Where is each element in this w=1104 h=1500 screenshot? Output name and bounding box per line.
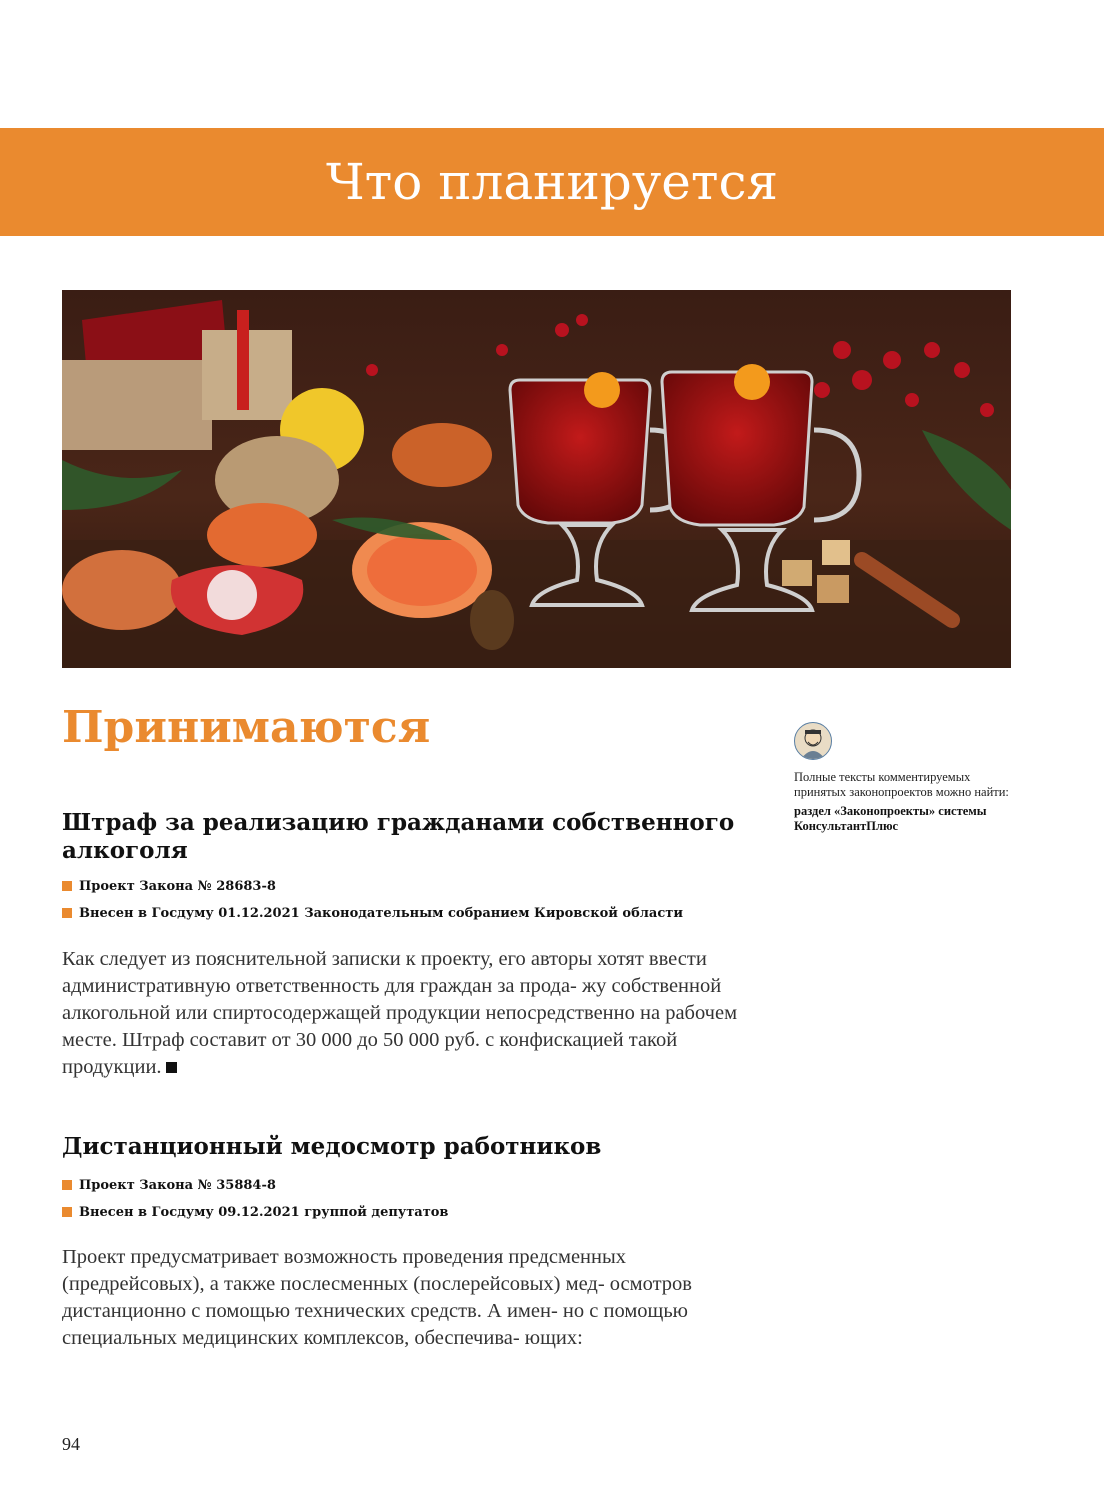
sidebar-source-link: раздел «Законопроекты» системы КонсультантПлюс xyxy=(794,804,987,833)
orange-square-bullet-icon xyxy=(62,908,72,918)
mulled-wine-photo-icon xyxy=(62,290,1011,668)
orange-square-bullet-icon xyxy=(62,1180,72,1190)
article-heading: Дистанционный медосмотр работников xyxy=(62,1133,602,1160)
hero-image xyxy=(62,290,1011,668)
page-title: Что планируется xyxy=(325,153,779,211)
banner-scalloped-edge-bottom xyxy=(0,230,1104,242)
section-title: Принимаются xyxy=(62,702,431,753)
article-meta-item: Проект Закона № 28683-8 xyxy=(62,879,276,894)
sidebar-note-text: Полные тексты комментируемых принятых законопроектов можно найти: xyxy=(794,770,1009,799)
header-banner xyxy=(0,128,1104,236)
orange-square-bullet-icon xyxy=(62,1207,72,1217)
article-meta-item: Внесен в Госдуму 01.12.2021 Законодательным собранием Кировской области xyxy=(62,906,683,921)
consultant-avatar-icon xyxy=(794,722,832,760)
article-meta-item: Проект Закона № 35884-8 xyxy=(62,1178,276,1193)
article-body: Проект предусматривает возможность проведения предсменных (предрейсовых), а также послесменных (послерейсовых) мед- осмотров дистанционно с помощью технических средств. А имен- но с помощью специальных медицинских комплексов, обеспечива- ющих: xyxy=(62,1246,692,1349)
orange-square-bullet-icon xyxy=(62,881,72,891)
sidebar-note xyxy=(794,722,1024,834)
page-number: 94 xyxy=(62,1434,80,1454)
article-body: Как следует из пояснительной записки к проекту, его авторы хотят ввести административную ответственность для граждан за прода- жу собственной алкогольной или спиртосодержащей продукции непосредственно на рабочем месте. Штраф составит от 30 000 до 50 000 руб. с конфискацией такой продукции. xyxy=(62,948,738,1078)
article-heading: Штраф за реализацию гражданами собственного алкоголя xyxy=(62,809,735,864)
end-of-article-icon xyxy=(166,1062,177,1073)
article-meta-item: Внесен в Госдуму 09.12.2021 группой депутатов xyxy=(62,1205,448,1220)
